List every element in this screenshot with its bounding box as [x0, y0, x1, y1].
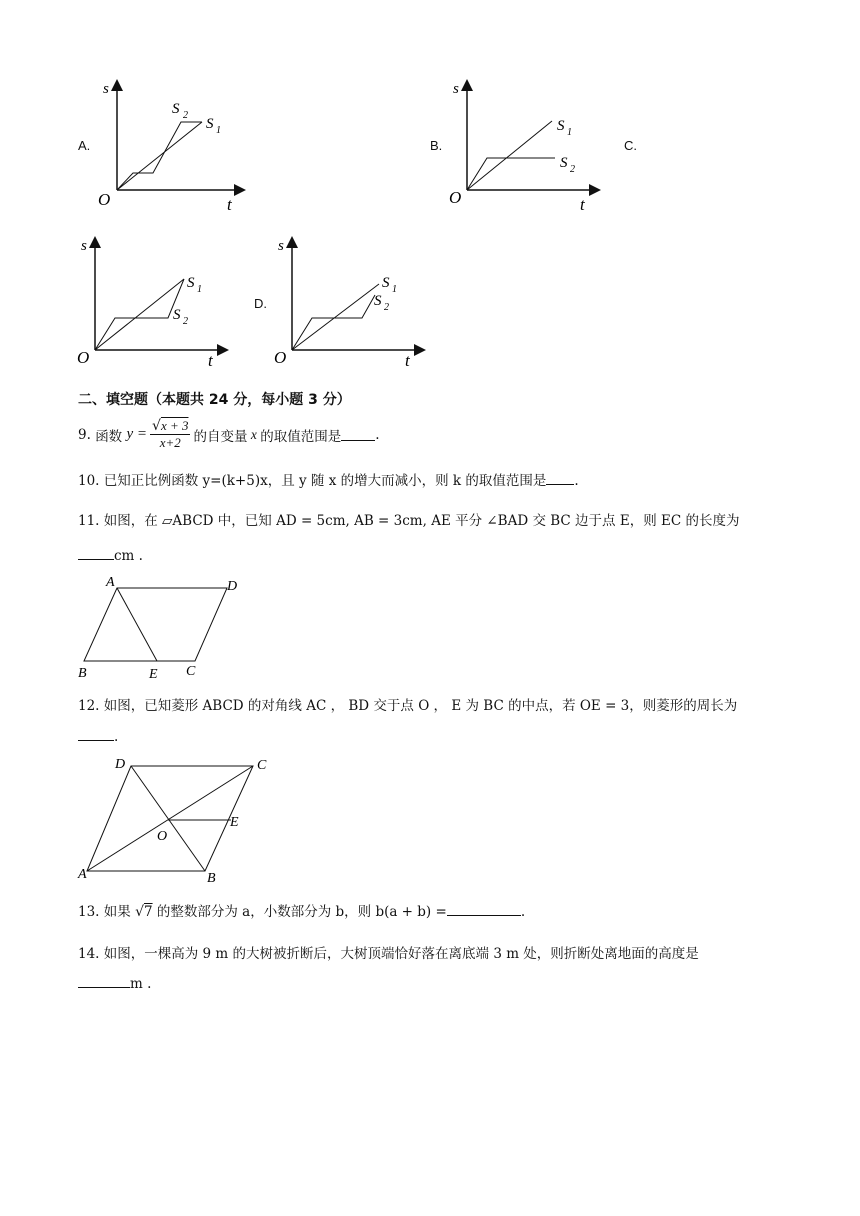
- question-14-line2: m .: [78, 975, 151, 992]
- s2-label: S: [172, 101, 180, 117]
- svg-text:1: 1: [567, 127, 572, 138]
- answer-blank-14[interactable]: [78, 975, 130, 988]
- t-axis-label: t: [227, 195, 232, 214]
- answer-blank-9[interactable]: [341, 428, 375, 441]
- fraction: $\frac{√x + 3}{x+2}$: [152, 418, 189, 450]
- svg-text:D: D: [115, 757, 126, 772]
- svg-text:s: s: [278, 238, 284, 254]
- graph-option-c: [75, 232, 235, 372]
- svg-text:2: 2: [570, 164, 575, 175]
- svg-text:A: A: [78, 867, 87, 882]
- option-c-label: C.: [624, 138, 637, 153]
- svg-text:C: C: [257, 758, 267, 773]
- question-10: 10. 已知正比例函数 y=(k+5)x，且 y 随 x 的增大而减小，则 k 的取值范围是 .: [78, 473, 579, 489]
- origin-label: O: [98, 190, 111, 209]
- svg-text:1: 1: [197, 284, 202, 295]
- option-a-label: A.: [78, 138, 91, 153]
- svg-text:B: B: [207, 871, 216, 886]
- option-d-label: D.: [254, 296, 267, 311]
- question-9: 9. 函数 y = $\frac{√x + 3}{x+2}$ 的自变量 x 的取值范围是 .: [78, 418, 380, 450]
- question-11-line2: cm .: [78, 547, 143, 564]
- graph-option-b: [445, 75, 605, 215]
- svg-text:2: 2: [384, 302, 389, 313]
- question-13: 13. 如果 √7 的整数部分为 a，小数部分为 b，则 b(a + b) = .: [78, 904, 526, 920]
- question-14: 14. 如图，一棵高为 9 m 的大树被折断后，大树顶端恰好落在离底端 3 m 处，则折断处离地面的高度是: [78, 946, 699, 962]
- svg-text:O: O: [449, 188, 462, 207]
- svg-text:2: 2: [183, 110, 188, 121]
- answer-blank-10[interactable]: [546, 472, 574, 485]
- s1-label: S: [206, 116, 214, 132]
- svg-text:s: s: [453, 81, 459, 97]
- section-title: 二、填空题（本题共 24 分，每小题 3 分）: [78, 392, 351, 408]
- svg-text:t: t: [405, 351, 410, 370]
- svg-text:1: 1: [392, 284, 397, 295]
- svg-text:O: O: [157, 829, 168, 844]
- figure-parallelogram: [75, 572, 255, 682]
- svg-text:A: A: [106, 575, 115, 590]
- answer-blank-13[interactable]: [447, 903, 521, 916]
- s-axis-label: s: [103, 81, 109, 97]
- svg-text:O: O: [274, 348, 287, 367]
- s1-label: S: [557, 118, 565, 134]
- svg-text:1: 1: [216, 125, 221, 136]
- graph-option-d: [272, 232, 432, 372]
- svg-text:t: t: [580, 195, 585, 214]
- question-11: 11. 如图，在 ▱ABCD 中，已知 AD = 5cm, AB = 3cm, AE 平分 ∠BAD 交 BC 边于点 E，则 EC 的长度为: [78, 513, 740, 529]
- svg-text:s: s: [81, 238, 87, 254]
- s2-label: S: [173, 307, 181, 323]
- svg-text:C: C: [186, 664, 196, 679]
- answer-blank-12[interactable]: [78, 728, 114, 741]
- svg-text:O: O: [77, 348, 90, 367]
- answer-blank-11[interactable]: [78, 547, 114, 560]
- s1-label: S: [382, 275, 390, 291]
- svg-text:E: E: [149, 667, 158, 682]
- svg-text:2: 2: [183, 316, 188, 327]
- s2-label: S: [560, 155, 568, 171]
- svg-text:D: D: [227, 579, 238, 594]
- svg-text:B: B: [78, 666, 87, 681]
- option-b-label: B.: [430, 138, 443, 153]
- svg-text:E: E: [230, 815, 239, 830]
- s2-label: S: [374, 293, 382, 309]
- graph-option-a: [95, 75, 255, 215]
- question-12: 12. 如图，已知菱形 ABCD 的对角线 AC ， BD 交于点 O ， E 为 BC 的中点，若 OE = 3，则菱形的周长为: [78, 698, 738, 714]
- figure-rhombus: [75, 752, 285, 887]
- question-12-line2: .: [78, 728, 118, 745]
- svg-text:t: t: [208, 351, 213, 370]
- s1-label: S: [187, 275, 195, 291]
